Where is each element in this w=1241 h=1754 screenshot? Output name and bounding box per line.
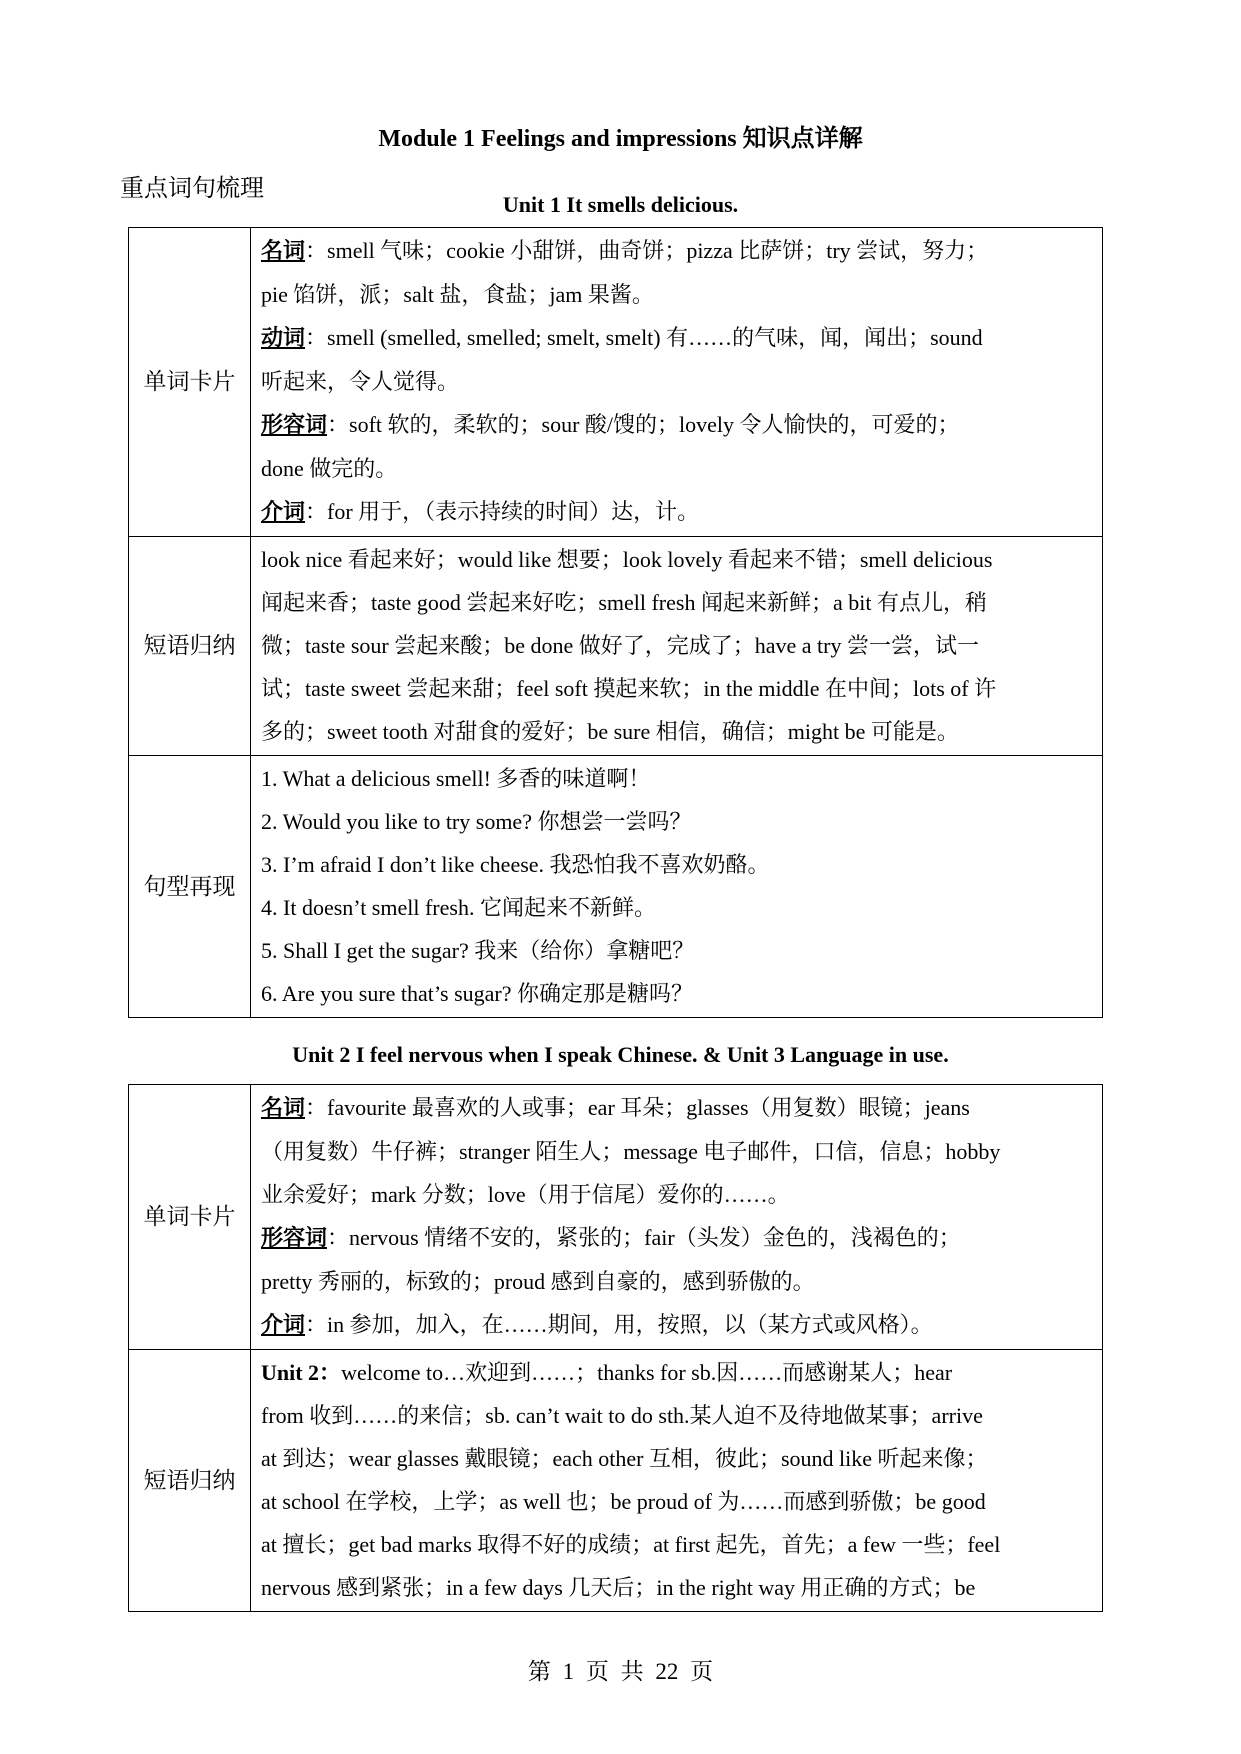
content-line: [261, 403, 1096, 447]
part-of-speech-label: 动词: [261, 326, 306, 351]
content-line: [261, 490, 1096, 534]
line-text: ：smell 气味；cookie 小甜饼，曲奇饼；pizza 比萨饼；try 尝试，努力；: [305, 238, 989, 263]
content-line: [261, 1173, 1096, 1216]
line-text: 听起来，令人觉得。: [261, 369, 460, 394]
phrase-summary-label: 短语归纳: [129, 1350, 251, 1612]
section-heading: 重点词句梳理: [120, 174, 264, 202]
phrase-summary-label: 短语归纳: [129, 537, 251, 756]
content-line: [261, 757, 1096, 800]
line-text: 1. What a delicious smell! 多香的味道啊！: [261, 766, 651, 791]
content-line: [261, 972, 1096, 1015]
phrase-summary-content: [251, 1350, 1103, 1612]
content-line: [261, 1260, 1096, 1303]
line-text: pretty 秀丽的，标致的；proud 感到自豪的，感到骄傲的。: [261, 1269, 815, 1294]
line-text: ：nervous 情绪不安的，紧张的；fair（头发）金色的，浅褐色的；: [327, 1225, 961, 1250]
line-text: 业余爱好；mark 分数；love（用于信尾）爱你的……。: [261, 1182, 790, 1207]
unit-tag: Unit 2：: [261, 1360, 342, 1385]
line-text: ：for 用于，（表示持续的时间）达，计。: [305, 499, 700, 524]
content-line: [261, 1437, 1096, 1480]
part-of-speech-label: 形容词: [261, 413, 328, 438]
content-line: [261, 273, 1096, 316]
content-line: [261, 1394, 1096, 1437]
unit1-table: [128, 227, 1103, 1018]
content-line: [261, 800, 1096, 843]
line-text: 2. Would you like to try some? 你想尝一尝吗？: [261, 809, 692, 834]
content-line: [261, 581, 1096, 624]
line-text: 3. I’m afraid I don’t like cheese. 我恐怕我不喜欢奶酪。: [261, 852, 770, 877]
line-text: 5. Shall I get the sugar? 我来（给你）拿糖吧？: [261, 938, 695, 963]
word-card-content: [251, 228, 1103, 537]
content-line: [261, 886, 1096, 929]
content-line: [261, 1480, 1096, 1523]
line-text: 4. It doesn’t smell fresh. 它闻起来不新鲜。: [261, 895, 656, 920]
line-text: at school 在学校，上学；as well 也；be proud of 为……而感到骄傲；be good: [261, 1489, 986, 1514]
document-title: Module 1 Feelings and impressions 知识点详解: [378, 126, 863, 152]
line-text: ：soft 软的，柔软的；sour 酸/馊的；lovely 令人愉快的，可爱的；: [327, 412, 960, 437]
line-text: 试；taste sweet 尝起来甜；feel soft 摸起来软；in the middle 在中间；lots of 许: [261, 676, 997, 701]
content-line: [261, 624, 1096, 667]
line-text: welcome to…欢迎到……；thanks for sb.因……而感谢某人；hear: [341, 1360, 953, 1385]
line-text: （用复数）牛仔裤；stranger 陌生人；message 电子邮件，口信，信息；hobby: [261, 1139, 1001, 1164]
part-of-speech-label: 介词: [261, 1313, 306, 1338]
part-of-speech-label: 名词: [261, 1096, 306, 1121]
content-line: [261, 1216, 1096, 1260]
word-card-label: 单词卡片: [129, 1085, 251, 1350]
line-text: at 到达；wear glasses 戴眼镜；each other 互相，彼此；sound like 听起来像；: [261, 1446, 988, 1471]
content-line: [261, 229, 1096, 273]
content-line: [261, 843, 1096, 886]
line-text: done 做完的。: [261, 456, 398, 481]
content-line: [261, 1566, 1096, 1609]
table-row: [129, 228, 1103, 537]
line-text: ：favourite 最喜欢的人或事；ear 耳朵；glasses（用复数）眼镜；jeans: [305, 1095, 970, 1120]
table-row: [129, 1085, 1103, 1350]
content-line: [261, 1130, 1096, 1173]
line-text: ：in 参加，加入，在……期间，用，按照，以（某方式或风格）。: [305, 1312, 933, 1337]
table-row: [129, 756, 1103, 1018]
word-card-label: 单词卡片: [129, 228, 251, 537]
line-text: 多的；sweet tooth 对甜食的爱好；be sure 相信，确信；might be 可能是。: [261, 719, 959, 744]
line-text: 微；taste sour 尝起来酸；be done 做好了，完成了；have a try 尝一尝，试一: [261, 633, 979, 658]
unit2-heading: Unit 2 I feel nervous when I speak Chinese. & Unit 3 Language in use.: [292, 1042, 949, 1067]
part-of-speech-label: 形容词: [261, 1226, 328, 1251]
line-text: 闻起来香；taste good 尝起来好吃；smell fresh 闻起来新鲜；a bit 有点儿，稍: [261, 590, 987, 615]
line-text: 6. Are you sure that’s sugar? 你确定那是糖吗？: [261, 981, 693, 1006]
content-line: [261, 316, 1096, 360]
content-line: [261, 360, 1096, 403]
content-line: [261, 1303, 1096, 1347]
content-line: [261, 1523, 1096, 1566]
sentence-patterns-label: 句型再现: [129, 756, 251, 1018]
line-text: ：smell (smelled, smelled; smelt, smelt) 有……的气味，闻，闻出；sound: [305, 325, 983, 350]
unit1-heading: Unit 1 It smells delicious.: [502, 192, 739, 217]
line-text: look nice 看起来好；would like 想要；look lovely 看起来不错；smell delicious: [261, 547, 993, 572]
content-line: [261, 447, 1096, 490]
content-line: [261, 929, 1096, 972]
line-text: from 收到……的来信；sb. can’t wait to do sth.某人迫不及待地做某事；arrive: [261, 1403, 983, 1428]
sentence-patterns-content: [251, 756, 1103, 1018]
word-card-content: [251, 1085, 1103, 1350]
part-of-speech-label: 介词: [261, 500, 306, 525]
content-line: [261, 667, 1096, 710]
content-line: [261, 1086, 1096, 1130]
phrase-summary-content: [251, 537, 1103, 756]
line-text: pie 馅饼，派；salt 盐，食盐；jam 果酱。: [261, 282, 654, 307]
part-of-speech-label: 名词: [261, 239, 306, 264]
page-footer: 第 1 页 共 22 页: [527, 1659, 714, 1684]
content-line: [261, 1351, 1096, 1394]
unit2-table: [128, 1084, 1103, 1612]
line-text: at 擅长；get bad marks 取得不好的成绩；at first 起先，首先；a few 一些；feel: [261, 1532, 1001, 1557]
content-line: [261, 538, 1096, 581]
line-text: nervous 感到紧张；in a few days 几天后；in the right way 用正确的方式；be: [261, 1575, 976, 1600]
content-line: [261, 710, 1096, 753]
table-row: [129, 1350, 1103, 1612]
table-row: [129, 537, 1103, 756]
